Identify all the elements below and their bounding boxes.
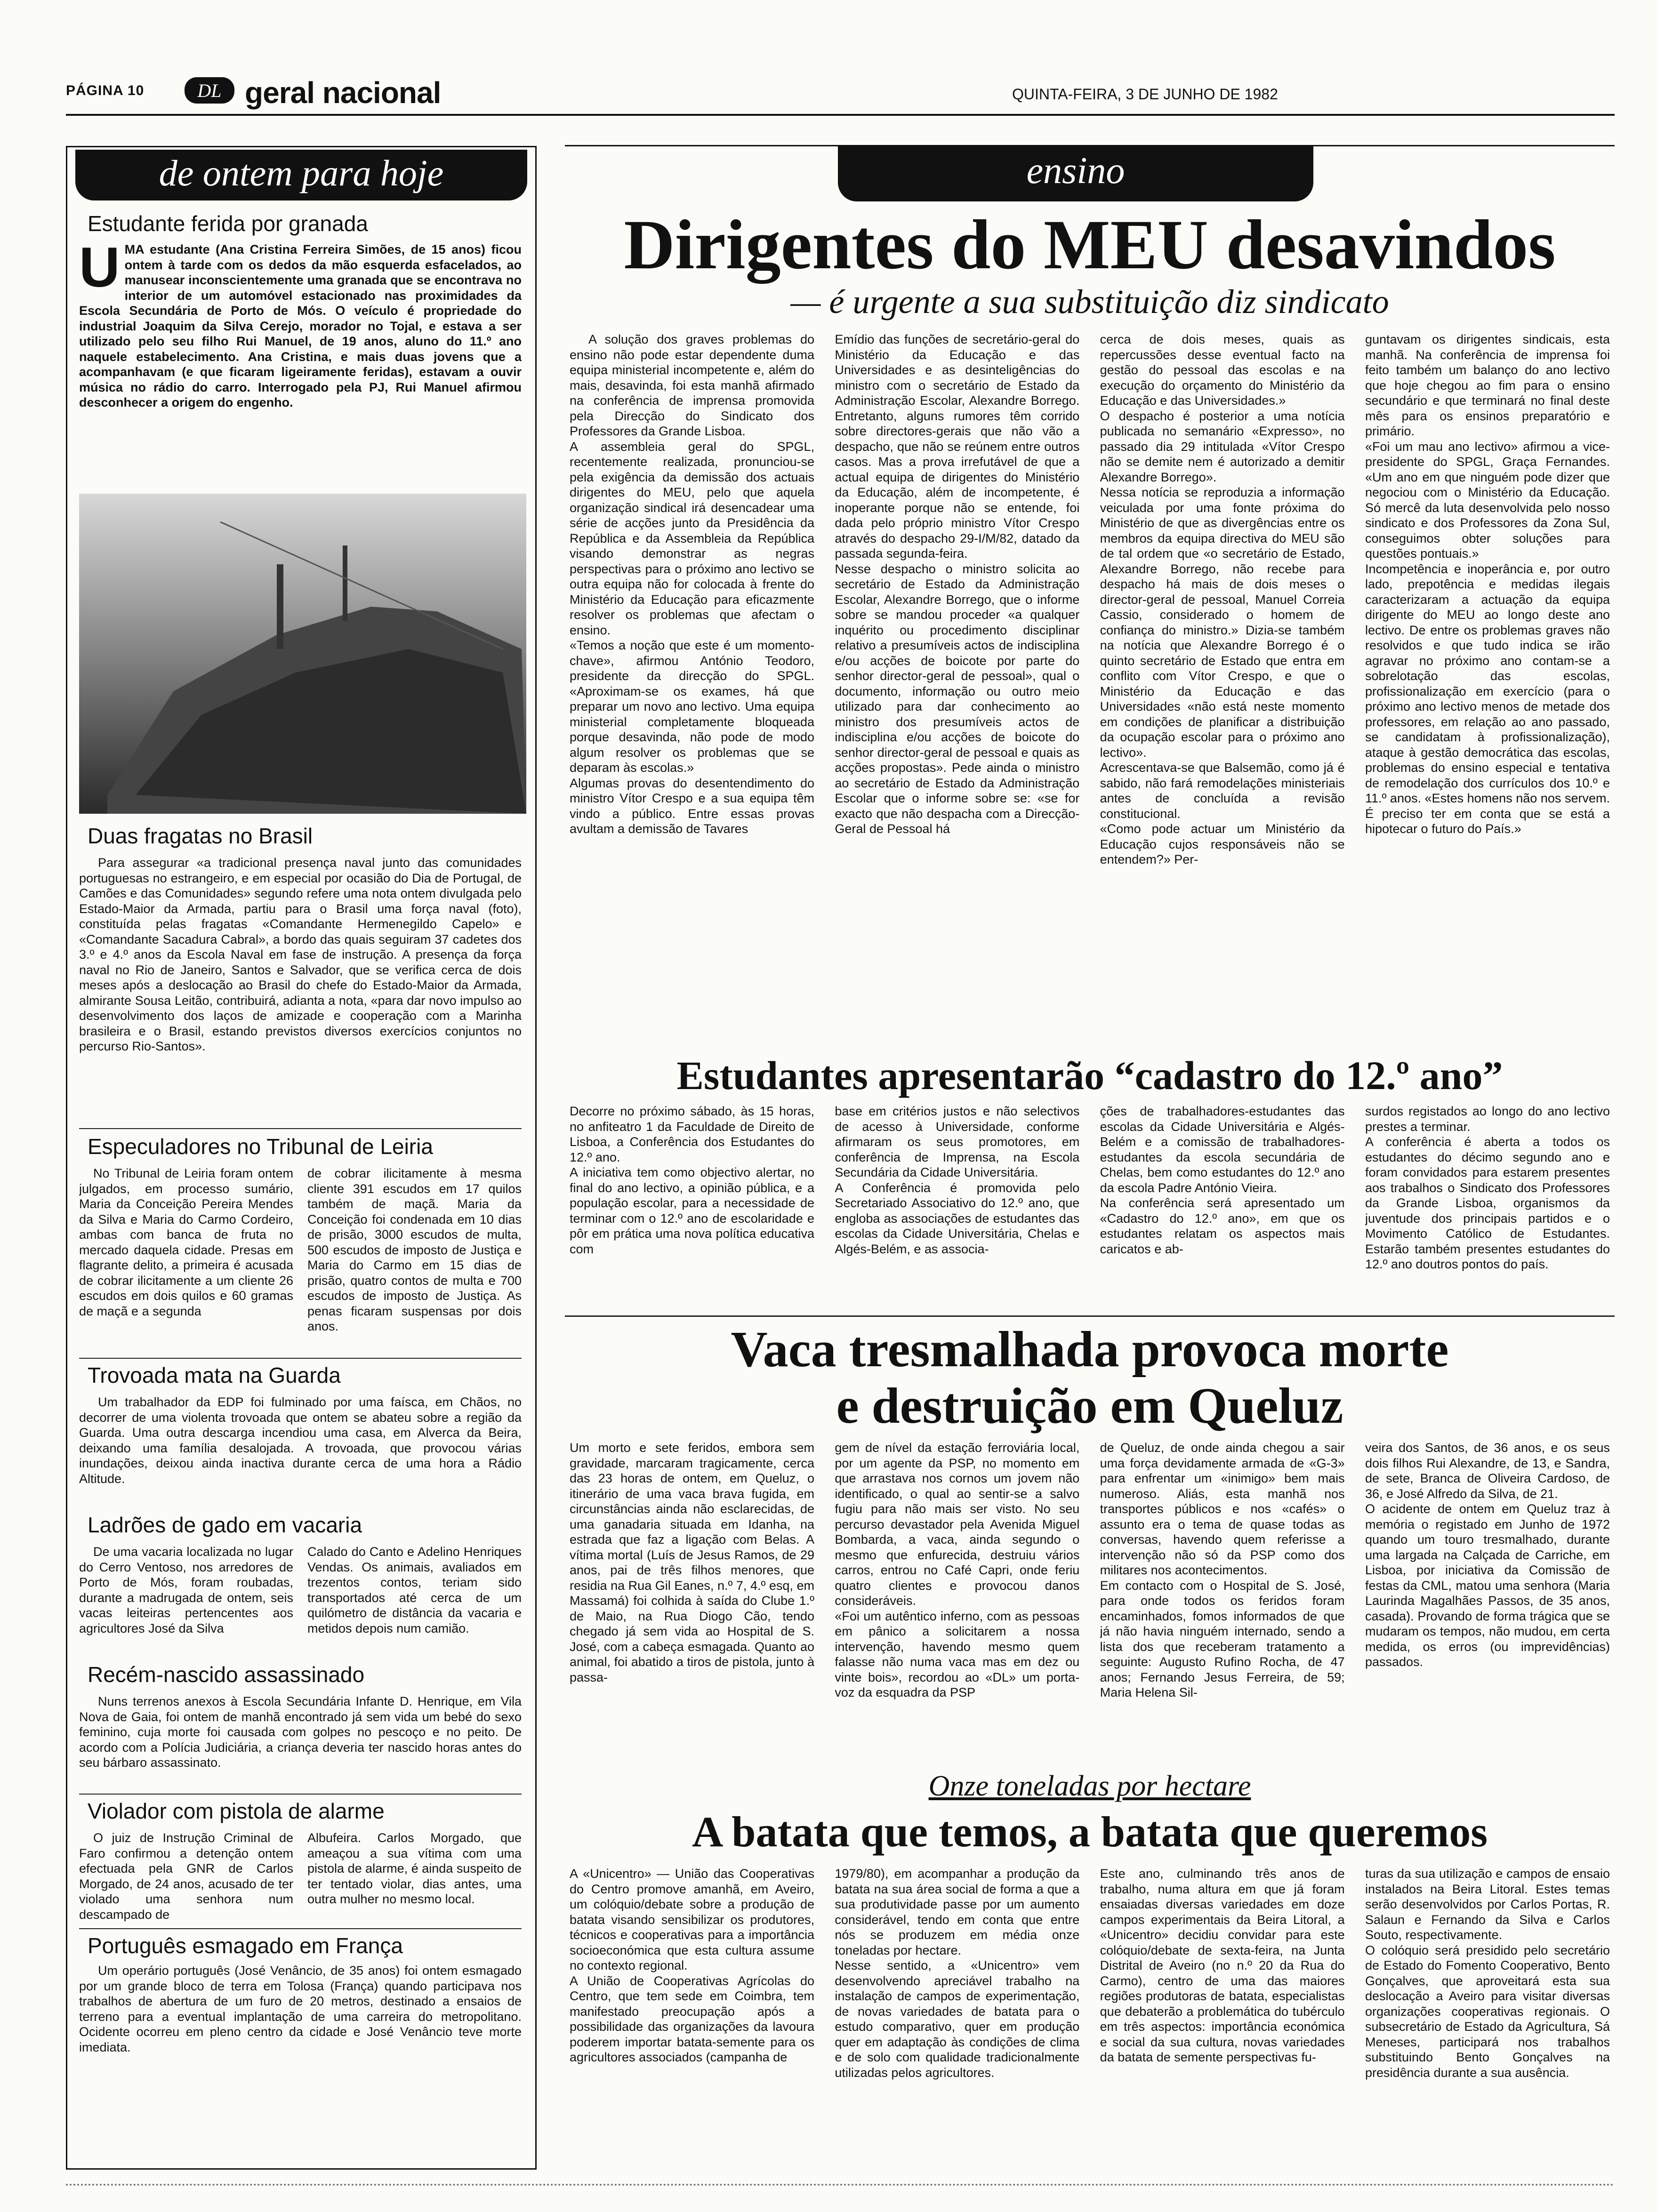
- item-body-text: MA estudante (Ana Cristina Ferreira Simões, de 15 anos) ficou ontem à tarde com os dedos da mão esquerda esfacelados, ao manusear inconscientemente uma granada que se encontrava no interior de um automóvel estacionado nas proximidades da Escola Secundária de Porto de Mós. O veículo é propriedade do industrial Joaquim da Silva Cerejo, morador no Tojal, e estava a ser utilizado pelo seu filho Rui Manuel, de 19 anos, aluno do 11.º ano naquele estabelecimento. Ana Cristina, e mais duas jovens que a acompanhavam (e que ficaram ligeiramente feridas), estavam a ouvir música no rádio do carro. Interrogado pela PJ, Rui Manuel afirmou desconhecer a origem do engenho.: [79, 242, 522, 409]
- item-body-col1: De uma vacaria localizada no lugar do Cerro Ventoso, nos arredores de Porto de Mós, foram roubadas, durante a madrugada de ontem, seis vacas leiteiras pertencentes aos agricultores José da Silva: [79, 1545, 293, 1635]
- cadastro-columns: [570, 1104, 1610, 1308]
- cadastro-col-1: Decorre no próximo sábado, às 15 horas, no anfiteatro 1 da Faculdade de Direito de Lisboa, a Conferência dos Estudantes do 12.º ano. A iniciativa tem como objectivo alertar, no final do ano lectivo, a opinião pública, e a população escolar, para a necessidade de terminar com o 12.º ano de escolaridade e pôr em prática uma nova política educativa com: [570, 1104, 814, 1256]
- issue-date: QUINTA-FEIRA, 3 DE JUNHO DE 1982: [1012, 86, 1278, 103]
- divider: [79, 1128, 522, 1129]
- ensino-columns: [570, 332, 1610, 1061]
- vaca-headline-line1: Vaca tresmalhada provoca morte: [731, 1322, 1449, 1378]
- vaca-columns: [570, 1440, 1610, 1760]
- left-banner-text: de ontem para hoje: [159, 152, 444, 193]
- batata-col-2: 1979/80), em acompanhar a produção da batata na sua área social de forma a que a sua produtividade passe por um aumento considerável, tendo em conta que entre nós se produzem em média onze toneladas por hectare. Nesse sentido, a «Unicentro» vem desenvolvendo apreciável trabalho na instalação de campos de experimentação, de novas variedades de batata para o estudo comparativo, quer em produção quer em adaptação às condições de clima e de solo com qualidade tradicionalmente utilizadas pelos agricultores.: [835, 1867, 1080, 2080]
- item-title: Português esmagado em França: [88, 1933, 403, 1958]
- divider: [79, 1794, 522, 1795]
- page-number: PÁGINA 10: [66, 83, 145, 98]
- drop-cap: U: [79, 242, 120, 299]
- item-body-col2: Albufeira. Carlos Morgado, que ameaçou a sua vítima com uma pistola de alarme, é ainda suspeito de ter tentado violar, dias antes, uma outra mulher no mesmo local.: [307, 1831, 522, 1906]
- divider: [79, 1358, 522, 1359]
- vaca-col-3: de Queluz, de onde ainda chegou a sair uma força devidamente armada de «G-3» para enfrentar um «inimigo» bem mais numeroso. Aliás, esta manhã nos transportes públicos e nos «cafés» o assunto era o tema de quase todas as conversas, havendo quem referisse a intervenção não só da PSP como dos militares nos acontecimentos. Em contacto com o Hospital de S. José, para onde todos os feridos foram encaminhados, fomos informados de que já não havia ninguém internado, sendo a lista dos que receberam tratamento a seguinte: Augusto Rufino Rocha, de 47 anos; Fernando Jesus Ferreira, de 59; Maria Helena Sil-: [1100, 1441, 1345, 1699]
- batata-headline: A batata que temos, a batata que queremos: [692, 1808, 1488, 1856]
- item-title: Ladrões de gado em vacaria: [88, 1513, 362, 1537]
- vaca-col-4: veira dos Santos, de 36 anos, e os seus dois filhos Rui Alexandre, de 13, e Sandra, de sete, Branca de Oliveira Cardoso, de 36, e José Alfredo da Silva, de 21. O acidente de ontem em Queluz traz à memória o registado em Junho de 1972 quando um touro tresmalhado, durante uma largada na Calçada de Carriche, em Lisboa, por iniciativa da Comissão de festas da CML, matou uma senhora (Maria Laurinda Magalhães Passos, de 35 anos, casada). Provando de forma trágica que se mudaram os tempos, não mudou, em certa medida, os erros (ou imprevidências) passados.: [1365, 1441, 1610, 1669]
- ship-image-icon: [79, 494, 526, 814]
- left-banner: [75, 150, 527, 200]
- item-title: Estudante ferida por granada: [88, 211, 368, 236]
- item-body: [79, 242, 522, 480]
- item-body: Um operário português (José Venâncio, de 35 anos) foi ontem esmagado por um grande bloco de terra em Tolosa (França) quando participava nos trabalhos de abertura de um furo de 20 metros, destinado a ensaios de terreno para a eventual implantação de uma carreira do metropolitano. Ocidente ocorreu em pleno centro da cidade e José Venâncio teve morte imediata.: [79, 1964, 522, 2054]
- vaca-col-1: Um morto e sete feridos, embora sem gravidade, marcaram tragicamente, cerca das 23 horas de ontem, em Queluz, o itinerário de uma vaca brava fugida, em circunstâncias ainda não esclarecidas, de uma ganadaria situada em Idanha, na estrada que faz a ligação com Belas. A vítima mortal (Luís de Jesus Ramos, de 29 anos, pai de três filhos menores, que residia na Rua Gil Eanes, n.º 7, 4.º esq, em Massamá) foi colhida à saída do Clube 1.º de Maio, na Rua Diogo Cão, tendo chegado já sem vida ao Hospital de S. José, com a cabeça esmagada. Quanto ao animal, foi abatido a tiros de pistola, junto à passa-: [570, 1441, 814, 1684]
- ensino-col-1: A solução dos graves problemas do ensino não pode estar dependente duma equipa ministerial incompetente e, além do mais, desavinda, foi esta manhã afirmado na conferência de imprensa promovida pela Direcção do Sindicato dos Professores da Grande Lisboa. A assembleia geral do SPGL, recentemente realizada, pronunciou-se pela exigência da demissão dos actuais dirigentes do MEU, pelo que aquela organização sindical irá desencadear uma série de acções junto da Presidência da República e da Assembleia da República visando demonstrar as negras perspectivas para o próximo ano lectivo se outra equipa não for colocada à frente do Ministério da Educação para eficazmente resolver os problemas que afectam o ensino. «Temos a noção que este é um momento-chave», afirmou António Teodoro, presidente da direcção do SPGL. «Aproximam-se os exames, há que preparar um novo ano lectivo. Uma equipa ministerial completamente bloqueada porque desavinda, não pode de modo algum resolver os problemas que se deparam às escolas.» Algumas provas do desentendimento do ministro Vítor Crespo e a sua equipa têm vindo a público. Entre essas provas avultam a demissão de Tavares: [570, 332, 814, 836]
- vaca-headline-line2: e destruição em Queluz: [836, 1378, 1343, 1434]
- cadastro-col-4: surdos registados ao longo do ano lectivo prestes a terminar. A conferência é aberta a todos os estudantes do décimo segundo ano e foram convidados para estarem presentes aos trabalhos o Sindicato dos Professores da Grande Lisboa, organismos da juventude dos principais partidos e o Movimento Católico de Estudantes. Estarão também presentes estudantes do 12.º ano doutros pontos do país.: [1365, 1104, 1610, 1271]
- newspaper-logo-icon: [184, 71, 235, 108]
- item-title: Especuladores no Tribunal de Leiria: [88, 1134, 433, 1159]
- ensino-banner-text: ensino: [1026, 150, 1125, 192]
- batata-col-1: A «Unicentro» — União das Cooperativas do Centro promove amanhã, em Aveiro, um colóquio/debate sobre a produção de batata visando sensibilizar os produtores, técnicos e cooperativas para a importância socioeconómica que esta cultura assume no contexto regional. A União de Cooperativas Agrícolas do Centro, que tem sede em Coimbra, tem manifestado preocupação após a possibilidade das organizações da lavoura poderem importar batata-semente para os agricultores associados (campanha de: [570, 1867, 814, 2064]
- item-title: Trovoada mata na Guarda: [88, 1363, 341, 1387]
- batata-col-4: turas da sua utilização e campos de ensaio instalados na Beira Litoral. Estes temas serão desenvolvidos por Carlos Portas, R. Salaun e Fernando da Silva e Carlos Souto, respectivamente. O colóquio será presidido pelo secretário de Estado do Fomento Cooperativo, Bento Gonçalves, que aproveitará esta sua deslocação a Aveiro para visitar diversas organizações cooperativas regionais. O subsecretário de Estado da Agricultura, Sá Meneses, participará nos trabalhos substituindo Bento Gonçalves na presidência durante a sua ausência.: [1365, 1867, 1610, 2080]
- item-title: Recém-nascido assassinado: [88, 1662, 365, 1687]
- cadastro-headline: Estudantes apresentarão “cadastro do 12.º ano”: [676, 1053, 1503, 1098]
- ensino-col-3: cerca de dois meses, quais as repercussões desse eventual facto na gestão do pessoal das escolas e na execução do orçamento do Ministério da Educação e das Universidades.» O despacho é posterior a uma notícia publicada no semanário «Expresso», no passado dia 29 intitulada «Vítor Crespo não se demite nem é autorizado a demitir Alexandre Borrego». Nessa notícia se reproduzia a informação veiculada por uma fonte próxima do Ministério de que as divergências entre os membros da equipa directiva do MEU são de tal ordem que «o secretário de Estado, Alexandre Borrego, não recebe para despacho há mais de dois meses o director-geral de pessoal, Manuel Correia Cassio, considerado o homem de confiança do ministro.» Dizia-se também na notícia que Alexandre Borrego é o quinto secretário de Estado que entra em conflito com Vítor Crespo, e que o Ministério da Educação e das Universidades «não está neste momento em condições de planificar a distribuição da ocupação escolar para o próximo ano lectivo». Acrescentava-se que Balsemão, como já é sabido, não fará remodelações ministeriais antes de concluída a revisão constitucional. «Como pode actuar um Ministério da Educação cujos responsáveis não se entendem?» Per-: [1100, 332, 1345, 866]
- frigates-photo: [79, 494, 526, 814]
- item-body-col2: Calado do Canto e Adelino Henriques Vendas. Os animais, avaliados em trezentos contos, teriam sido transportados até cerca de um quilómetro de distância da vacaria e metidos depois num camião.: [307, 1545, 522, 1635]
- ensino-top-rule: [565, 145, 1615, 146]
- item-body: Um trabalhador da EDP foi fulminado por uma faísca, em Chãos, no decorrer de uma violenta trovoada que ontem se abateu sobre a região da Guarda. Uma outra descarga incendiou uma casa, em Alverca da Beira, deixando uma família desalojada. A trovoada, que provocou várias inundações, deixou ainda inactiva durante cerca de uma hora a Rádio Altitude.: [79, 1395, 522, 1486]
- item-body-col2: de cobrar ilicitamente à mesma cliente 391 escudos em 17 quilos também de maçã. Maria da Conceição foi condenada em 10 dias de prisão, 3000 escudos de multa, 500 escudos de imposto de Justiça e Maria do Carmo em 15 dias de prisão, quatro contos de multa e 700 escudos de imposto de Justiça. As penas ficaram suspensas por dois anos.: [307, 1166, 522, 1333]
- vaca-col-2: gem de nível da estação ferroviária local, por um agente da PSP, no momento em que arrastava nos cornos um jovem não identificado, o qual ao sentir-se a salvo fugiu para não mais ser visto. No seu percurso devastador pela Avenida Miguel Bombarda, a vaca, ainda segundo o mesmo que enfurecida, destruiu vários carros, entrou no Café Capri, onde feriu quatro clientes e provocou danos consideráveis. «Foi um autêntico inferno, com as pessoas em pânico a solicitarem a nossa intervenção, havendo mesmo quem falasse não numa vaca mas em dez ou vinte bois», recordou ao «DL» um porta-voz da esquadra da PSP: [835, 1441, 1080, 1699]
- ensino-col-2: Emídio das funções de secretário-geral do Ministério da Educação e das Universidades e as desinteligências do ministro com o secretário de Estado da Administração Escolar, Alexandre Borrego. Entretanto, alguns rumores têm corrido sobre directores-gerais que não vão a despacho, que não se reúnem entre outros casos. Mas a prova irrefutável de que a actual equipa de dirigentes do Ministério da Educação, além de incompetente, é inoperante porque não se entende, foi dada pelo próprio ministro Vítor Crespo através do despacho 29-I/M/82, datado da passada segunda-feira. Nesse despacho o ministro solicita ao secretário de Estado da Administração Escolar, Alexandre Borrego, que o informe sobre se mandou proceder «a qualquer inquérito ou procedimento disciplinar relativo a presumíveis actos de indisciplina e/ou acções de boicote por parte do senhor director-geral de pessoal», qual o documento, informação ou outro meio utilizado para dar conhecimento ao ministro dos presumíveis actos de indisciplina e/ou acções de boicote do senhor director-geral de pessoal e quais as acções propostas». Pede ainda o ministro ao secretário de Estado da Administração Escolar que o informe sobre se: «se for exacto que não despacha com a Direcção-Geral de Pessoal há: [835, 332, 1080, 836]
- bottom-edge-dots: [66, 2184, 1615, 2189]
- item-body-col1: No Tribunal de Leiria foram ontem julgados, em processo sumário, Maria da Conceição Pereira Mendes da Silva e Maria do Carmo Cordeiro, ambas com banca de fruta no mercado daquela cidade. Presas em flagrante delito, a primeira é acusada de cobrar ilicitamente a um cliente 26 escudos em dois quilos e 60 gramas de maçã e a segunda: [79, 1166, 293, 1318]
- left-items: [79, 207, 526, 2056]
- divider: [79, 1928, 522, 1929]
- divider: [565, 1315, 1615, 1317]
- ensino-subheadline: — é urgente a sua substituição diz sindicato: [790, 283, 1389, 321]
- item-body: Para assegurar «a tradicional presença naval junto das comunidades portuguesas no estrangeiro, e em especial por ocasião do Dia de Portugal, de Camões e das Comunidades» segundo refere uma nota ontem divulgada pelo Estado-Maior da Armada, partiu para o Brasil uma força naval (foto), constituída pelas fragatas «Comandante Hermenegildo Capelo» e «Comandante Sacadura Cabral», a bordo das quais seguiram 37 cadetes dos 3.º e 4.º anos da Escola Naval em fase de instrução. A presença da força naval no Rio de Janeiro, Santos e Salvador, que se verifica cerca de dois meses após a deslocação ao Brasil do chefe do Estado-Maior da Armada, almirante Sousa Leitão, contribuirá, adianta a nota, «para dar novo impulso ao desenvolvimento dos laços de amizade e cooperação com a Marinha brasileira e o Brasil, estando previstos diversos exercícios conjuntos no percurso Rio-Santos».: [79, 856, 522, 1053]
- item-body: Nuns terrenos anexos à Escola Secundária Infante D. Henrique, em Vila Nova de Gaia, foi ontem de manhã encontrado já sem vida um bebé do sexo feminino, cuja morte foi causada com golpes no pescoço e no peito. De acordo com a Polícia Judiciária, a criança deveria ter nascido horas antes do seu bárbaro assassinato.: [79, 1694, 522, 1770]
- cadastro-col-3: ções de trabalhadores-estudantes das escolas da Cidade Universitária e Algés-Belém e a comissão de trabalhadores-estudantes da escola secundária de Chelas, bem como estudantes do 12.º ano da escola Padre António Vieira. Na conferência será apresentado um «Cadastro do 12.º ano», em que os estudantes relatam os aspectos mais caricatos e ab-: [1100, 1104, 1345, 1256]
- item-title: Violador com pistola de alarme: [88, 1799, 385, 1823]
- section-title: geral nacional: [245, 76, 441, 110]
- item-body-col1: O juiz de Instrução Criminal de Faro confirmou a detenção ontem efectuada pela GNR de Carlos Morgado, de 24 anos, acusado de ter violado uma senhora num descampado de: [79, 1831, 293, 1922]
- ensino-col-4: guntavam os dirigentes sindicais, esta manhã. Na conferência de imprensa foi feito também um balanço do ano lectivo que hoje chegou ao fim para o ensino secundário e que terminará no final deste mês para os ensinos preparatório e primário. «Foi um mau ano lectivo» afirmou a vice-presidente do SPGL, Graça Fernandes. «Um ano em que ninguém pode dizer que negociou com o Ministério da Educação. Só mercê da luta desenvolvida pelo nosso sindicato e dos Professores da Zona Sul, conseguimos obter soluções para questões pontuais.» Incompetência e inoperância e, por outro lado, prepotência e medidas ilegais caracterizaram a actuação da equipa dirigente do MEU ao longo deste ano lectivo. De entre os problemas graves não resolvidos e que tudo indica se irão agravar no próximo ano contam-se a sobrelotação das escolas, profissionalização em exercício (para o próximo ano lectivo menos de metade dos professores, em relação ao ano passado, se candidatam à profissionalização), ataque à gestão democrática das escolas, problemas do ensino especial e tentativa de remodelação dos currículos dos 10.º e 11.º anos. «Estes homens não nos servem. É preciso ter em conta que se está a hipotecar o futuro do País.»: [1365, 332, 1610, 836]
- batata-columns: [570, 1866, 1610, 2160]
- batata-kicker: Onze toneladas por hectare: [928, 1770, 1251, 1802]
- item-title: Duas fragatas no Brasil: [88, 824, 313, 848]
- header-rule: [66, 114, 1615, 116]
- batata-col-3: Este ano, culminando três anos de trabalho, numa altura em que já foram ensaiadas diversas variedades em doze campos experimentais da Beira Litoral, a «Unicentro» decidiu convidar para este colóquio/debate de sexta-feira, na Junta Distrital de Aveiro (no n.º 20 da Rua do Carmo), centro de uma das maiores regiões produtoras de batata, especialistas que debaterão a problemática do tubérculo em três aspectos: importância económica e social da sua cultura, novas variedades da batata de semente perspectivas fu-: [1100, 1867, 1345, 2064]
- svg-text:DL: DL: [197, 80, 222, 101]
- cadastro-col-2: base em critérios justos e não selectivos de acesso à Universidade, conforme afirmaram os seus promotores, em conferência de Imprensa, na Escola Secundária da Cidade Universitária. A Conferência é promovida pelo Secretariado Associativo do 12.º ano, que engloba as associações de estudantes das escolas da Cidade Universitária, Chelas e Algés-Belém, e as associa-: [835, 1104, 1080, 1256]
- ensino-banner: [838, 145, 1313, 201]
- ensino-headline: Dirigentes do MEU desavindos: [624, 206, 1556, 284]
